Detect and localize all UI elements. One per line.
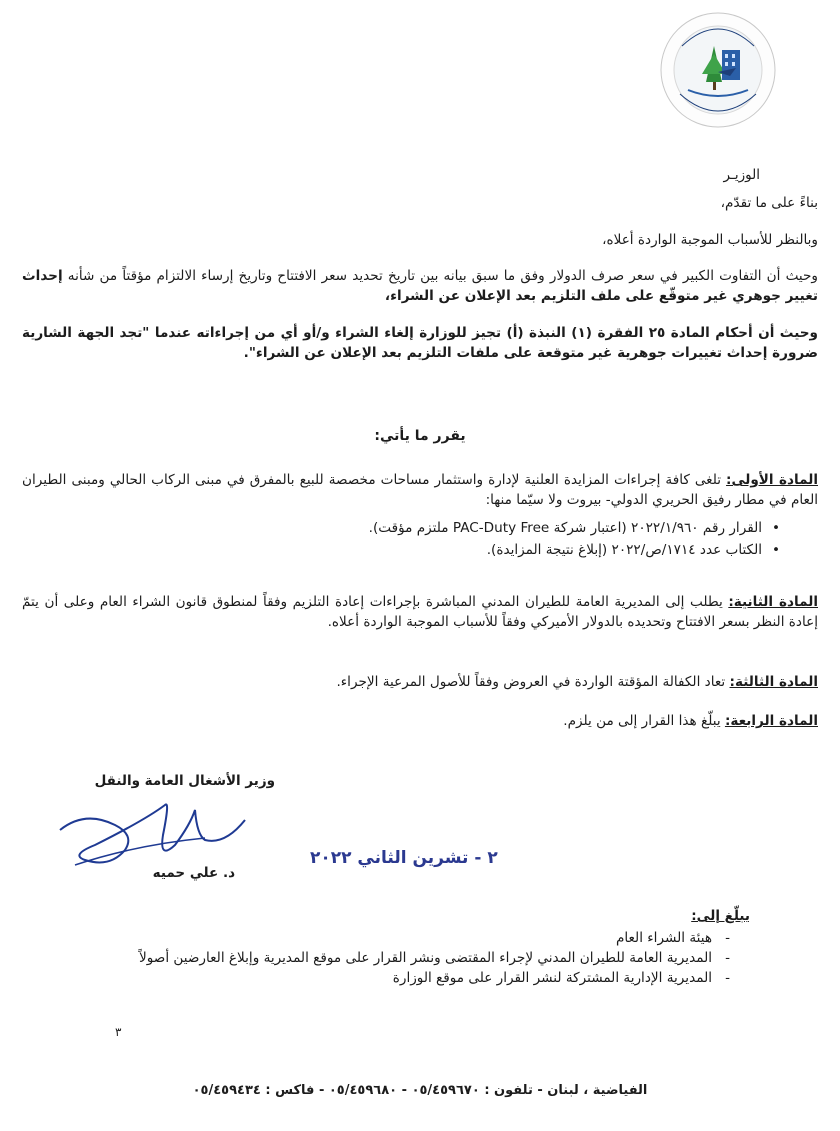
paragraph-1: بناءً على ما تقدّم، <box>720 195 818 211</box>
date-stamp: ٢ - تشرين الثاني ٢٠٢٢ <box>310 848 498 868</box>
paragraph-2: وبالنظر للأسباب الموجبة الواردة أعلاه، <box>602 232 818 248</box>
paragraph-3-normal: وحيث أن التفاوت الكبير في سعر صرف الدولار وفق ما سبق بيانه بين تاريخ تحديد سعر الافتتاح وتاريخ إرساء الالتزام مؤقتاً من شأنه <box>62 268 818 284</box>
list-item: - هيئة الشراء العام <box>100 928 730 948</box>
article-3-title: المادة الثالثة: <box>729 674 818 690</box>
article-4-title: المادة الرابعة: <box>724 713 818 729</box>
page-number: ٣ <box>115 1025 122 1039</box>
signature-title: وزير الأشغال العامة والنقل <box>94 773 275 789</box>
article-2-text: يطلب إلى المديرية العامة للطيران المدني المباشرة بإجراءات إعادة التلزيم وفقاً لمنطوق قانون الشراء العام وعلى أن يتمّ إعادة النظر بسعر الافتتاح وتحديده بالدولار الأميركي وفقاً للأسباب الموجبة الواردة أعلاه. <box>22 594 818 630</box>
list-item: - المديرية العامة للطيران المدني لإجراء المقتضى ونشر القرار على موقع المديرية وإبلاغ العارضين أصولاً <box>100 948 730 968</box>
notify-title: يبلّغ إلى: <box>691 908 750 924</box>
paragraph-4: وحيث أن أحكام المادة ٢٥ الفقرة (١) النبذة (أ) تجيز للوزارة إلغاء الشراء و/أو أي من إجراءاته عندما "تجد الجهة الشارية ضرورة إحداث تغييرات جوهرية غير متوقعة على ملفات التلزيم بعد الإعلان عن الشراء". <box>22 325 818 361</box>
list-item: - المديرية الإدارية المشتركة لنشر القرار على موقع الوزارة <box>100 968 730 988</box>
article-1-text: تلغى كافة إجراءات المزايدة العلنية لإدارة واستثمار مساحات مخصصة للبيع بالمفرق في مبنى الركاب الحالي ومبنى الطيران العام في مطار رفيق الحريري الدولي- بيروت ولا سيّما منها: <box>22 472 818 508</box>
list-item: • القرار رقم ٢٠٢٢/١/٩٦٠ (اعتبار شركة PAC-Duty Free ملتزم مؤقت). <box>120 517 780 539</box>
article-3-text: تعاد الكفالة المؤقتة الواردة في العروض وفقاً للأصول المرعية الإجراء. <box>336 674 730 690</box>
list-item: • الكتاب عدد ١٧١٤/ص/٢٠٢٢ (إبلاغ نتيجة المزايدة). <box>120 539 780 561</box>
article-1-title: المادة الأولى: <box>726 472 818 488</box>
paragraph-3-bold: إحداث تغيير جوهري غير متوقّع على ملف التلزيم بعد الإعلان عن الشراء، <box>22 268 818 304</box>
article-1 <box>22 470 818 510</box>
notify-list <box>100 928 730 988</box>
footer-contact: الفياضية ، لبنان - تلفون : ٠٥/٤٥٩٦٧٠ - ٠٥/٤٥٩٦٨٠ - فاكس : ٠٥/٤٥٩٤٣٤ <box>192 1083 648 1098</box>
article-2-title: المادة الثانية: <box>728 594 818 610</box>
article-1-list <box>120 517 780 561</box>
minister-heading: الوزيـر <box>723 167 760 183</box>
article-4-text: يبلّغ هذا القرار إلى من يلزم. <box>563 713 725 729</box>
article-3 <box>22 672 818 692</box>
decides-heading: يقرر ما يأتي: <box>374 428 466 444</box>
ministry-logo <box>658 10 778 130</box>
article-4 <box>22 711 818 731</box>
article-2 <box>22 592 818 632</box>
paragraph-3 <box>22 266 818 306</box>
signature-name: د. علي حميه <box>152 865 235 881</box>
